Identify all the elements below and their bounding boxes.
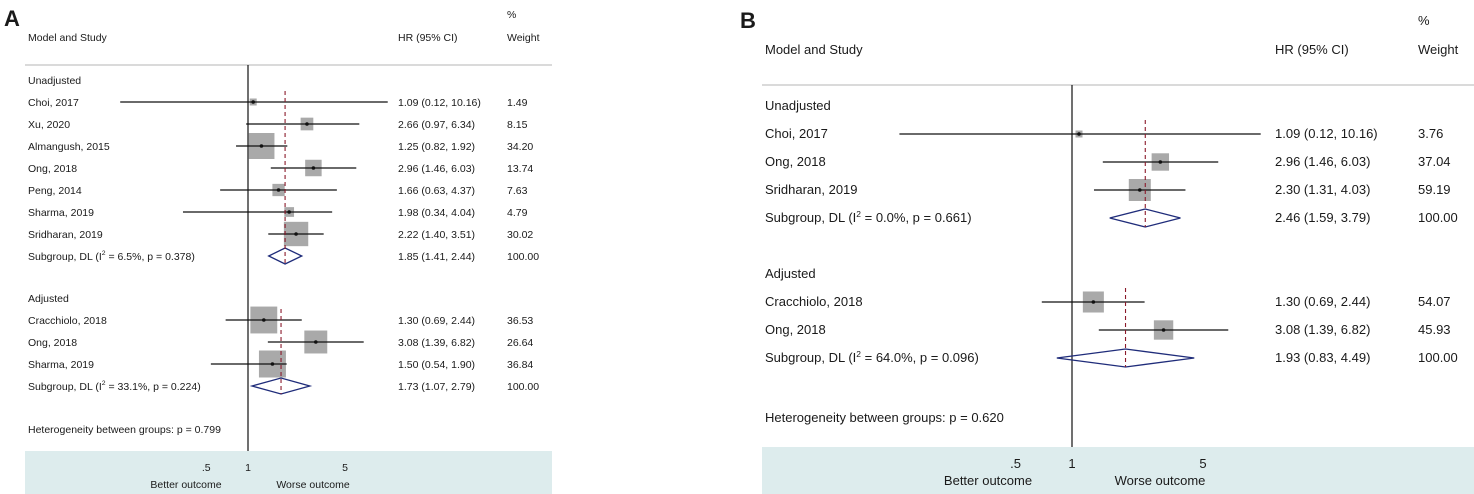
- panel-b-study-hr: 2.96 (1.46, 6.03): [1275, 154, 1371, 169]
- panel-b-group-heading: Unadjusted: [765, 98, 831, 113]
- panel-a-study-point: [277, 188, 281, 192]
- panel-a-study-weight: 36.53: [507, 315, 534, 327]
- panel-a-study-label: Sharma, 2019: [28, 359, 94, 371]
- panel-a-x-tick-label: .5: [201, 462, 211, 474]
- panel-b-study-label: Choi, 2017: [765, 126, 828, 141]
- panel-b-study-hr: 3.08 (1.39, 6.82): [1275, 322, 1371, 337]
- panel-a-study-weight: 30.02: [507, 229, 534, 241]
- panel-a-study-point: [287, 210, 291, 214]
- panel-b-study-label: Sridharan, 2019: [765, 182, 858, 197]
- panel-a-study-label: Ong, 2018: [28, 163, 78, 175]
- panel-a-study-label: Almangush, 2015: [28, 141, 110, 153]
- panel-a-study-hr: 1.98 (0.34, 4.04): [398, 207, 476, 219]
- panel-a-subgroup-label: Subgroup, DL ($I^2 = 33.1\%$, p = 0.224): [28, 380, 201, 393]
- panel-b-study-hr: 2.30 (1.31, 4.03): [1275, 182, 1371, 197]
- panel-a-subgroup-weight: 100.00: [507, 251, 540, 263]
- panel-a-study-point: [305, 122, 309, 126]
- panel-b-subgroup-label: Subgroup, DL ($I^2 = 0.0\%$, p = 0.661): [765, 209, 972, 225]
- panel-b-study-weight: 45.93: [1418, 322, 1451, 337]
- panel-b-study-point: [1138, 188, 1142, 192]
- panel-b-study-point: [1092, 300, 1096, 304]
- panel-a-study-hr: 1.09 (0.12, 10.16): [398, 97, 481, 109]
- panel-b-study-weight: 3.76: [1418, 126, 1444, 141]
- panel-a-favors-right: Worse outcome: [276, 479, 350, 491]
- panel-a-study-hr: 1.50 (0.54, 1.90): [398, 359, 476, 371]
- panel-b-study-label: Cracchiolo, 2018: [765, 294, 863, 309]
- panel-a-group-heading: Adjusted: [28, 293, 69, 305]
- panel-b-header-weight: Weight: [1418, 42, 1459, 57]
- panel-b-subgroup-weight: 100.00: [1418, 210, 1458, 225]
- panel-a-study-weight: 4.79: [507, 207, 528, 219]
- panel-b-study-hr: 1.09 (0.12, 10.16): [1275, 126, 1378, 141]
- panel-a-label: A: [4, 6, 20, 31]
- panel-b-label: B: [740, 8, 756, 33]
- panel-a-study-label: Sridharan, 2019: [28, 229, 103, 241]
- forest-plot-panel-b: [762, 13, 1474, 494]
- panel-a-subgroup-hr: 1.85 (1.41, 2.44): [398, 251, 476, 263]
- forest-plot-panel-a: [25, 9, 552, 494]
- panel-a-study-point: [271, 362, 275, 366]
- panel-a-study-label: Choi, 2017: [28, 97, 79, 109]
- panel-b-study-label: Ong, 2018: [765, 322, 826, 337]
- panel-a-header-weight-percent: %: [507, 9, 517, 21]
- panel-b-subgroup-hr: 2.46 (1.59, 3.79): [1275, 210, 1371, 225]
- panel-a-study-label: Peng, 2014: [28, 185, 82, 197]
- panel-a-subgroup-label: Subgroup, DL ($I^2 = 6.5\%$, p = 0.378): [28, 250, 195, 263]
- panel-a-study-hr: 2.96 (1.46, 6.03): [398, 163, 476, 175]
- panel-a-study-label: Ong, 2018: [28, 337, 78, 349]
- panel-b-header-hr: HR (95% CI): [1275, 42, 1349, 57]
- panel-a-study-weight: 34.20: [507, 141, 534, 153]
- panel-a-study-hr: 1.30 (0.69, 2.44): [398, 315, 476, 327]
- panel-b-x-tick-label: 5: [1199, 456, 1207, 471]
- panel-a-study-point: [294, 232, 298, 236]
- panel-b-heterogeneity: Heterogeneity between groups: p = 0.620: [765, 410, 1004, 425]
- panel-a-header-hr: HR (95% CI): [398, 32, 458, 44]
- panel-b-header-weight-percent: %: [1418, 13, 1430, 28]
- panel-a-study-weight: 8.15: [507, 119, 528, 131]
- panel-a-subgroup-weight: 100.00: [507, 381, 540, 393]
- panel-a-study-hr: 3.08 (1.39, 6.82): [398, 337, 476, 349]
- panel-a-study-point: [312, 166, 316, 170]
- panel-a-study-weight: 26.64: [507, 337, 534, 349]
- panel-a-study-hr: 1.25 (0.82, 1.92): [398, 141, 476, 153]
- panel-a-study-weight: 1.49: [507, 97, 528, 109]
- panel-b-group-heading: Adjusted: [765, 266, 816, 281]
- panel-b-favors-right: Worse outcome: [1114, 473, 1206, 488]
- panel-b-study-point: [1162, 328, 1166, 332]
- panel-b-study-hr: 1.30 (0.69, 2.44): [1275, 294, 1371, 309]
- panel-b-study-label: Ong, 2018: [765, 154, 826, 169]
- panel-a-x-tick-label: 1: [245, 462, 251, 474]
- panel-b-subgroup-label: Subgroup, DL ($I^2 = 64.0\%$, p = 0.096): [765, 349, 979, 365]
- panel-b-x-tick-label: 1: [1068, 456, 1076, 471]
- panel-a-study-hr: 2.22 (1.40, 3.51): [398, 229, 476, 241]
- panel-b-x-tick-label: .5: [1010, 456, 1022, 471]
- panel-a-subgroup-hr: 1.73 (1.07, 2.79): [398, 381, 476, 393]
- panel-b-header-study: Model and Study: [765, 42, 863, 57]
- panel-a-study-label: Xu, 2020: [28, 119, 71, 131]
- panel-a-study-label: Sharma, 2019: [28, 207, 94, 219]
- panel-a-header-weight: Weight: [507, 32, 540, 44]
- panel-a-favors-left: Better outcome: [150, 479, 222, 491]
- panel-b-favors-left: Better outcome: [943, 473, 1033, 488]
- panel-a-group-heading: Unadjusted: [28, 75, 82, 87]
- panel-a-study-point: [262, 318, 266, 322]
- panel-a-study-point: [260, 144, 264, 148]
- panel-b-study-point: [1159, 160, 1163, 164]
- panel-a-study-point: [314, 340, 318, 344]
- panel-b-subgroup-weight: 100.00: [1418, 350, 1458, 365]
- panel-b-study-weight: 37.04: [1418, 154, 1451, 169]
- panel-b-study-point: [1077, 132, 1081, 136]
- panel-a-study-weight: 13.74: [507, 163, 534, 175]
- panel-a-study-point: [251, 100, 255, 104]
- panel-a-study-label: Cracchiolo, 2018: [28, 315, 107, 327]
- panel-a-study-hr: 1.66 (0.63, 4.37): [398, 185, 476, 197]
- panel-a-x-tick-label: 5: [342, 462, 348, 474]
- panel-a-study-weight: 7.63: [507, 185, 528, 197]
- panel-a-study-weight: 36.84: [507, 359, 534, 371]
- panel-a-header-study: Model and Study: [28, 32, 107, 44]
- panel-b-study-weight: 54.07: [1418, 294, 1451, 309]
- panel-b-subgroup-hr: 1.93 (0.83, 4.49): [1275, 350, 1371, 365]
- panel-a-study-hr: 2.66 (0.97, 6.34): [398, 119, 476, 131]
- panel-b-study-weight: 59.19: [1418, 182, 1451, 197]
- panel-a-heterogeneity: Heterogeneity between groups: p = 0.799: [28, 424, 221, 436]
